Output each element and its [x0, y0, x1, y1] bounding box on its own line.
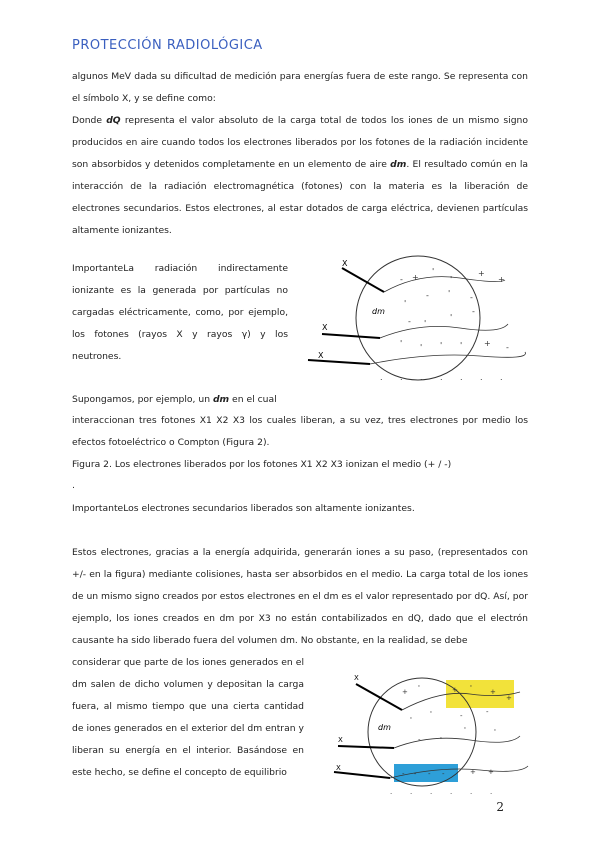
label-x3: X: [318, 351, 324, 360]
symbol-dq: dQ: [106, 115, 121, 126]
svg-text:.: .: [480, 373, 483, 382]
label-dm: dm: [378, 723, 391, 732]
figure-2-caption: Figura 2. Los electrones liberados por los fotones X1 X2 X3 ionizan el medio (+ / -): [72, 459, 452, 470]
svg-text:+: +: [484, 339, 491, 348]
svg-text:-: -: [486, 708, 489, 716]
paragraph-important-indirect: ImportanteLa radiación indirectamente ionizante es la generada por partículas no cargadas eléctricamente, como, por ejemplo, los fotones (rayos X y rayos γ) y los neutrones.: [72, 263, 288, 362]
svg-text:+: +: [506, 694, 512, 702]
svg-text:': ': [404, 299, 407, 308]
label-x2: X: [338, 736, 343, 744]
label-x2: X: [322, 323, 328, 332]
stray-dot: .: [72, 480, 75, 491]
text-fragment: . El resultado común en la interacción de la radiación electromagnética (fotones) con la materia es la liberación de electrones secundarios. Estos electrones, al estar dotados de carga eléctrica, devienen partículas altamente ionizantes.: [72, 159, 528, 236]
symbol-dm: dm: [390, 159, 407, 170]
photon-x3: [308, 360, 370, 364]
svg-text:-: -: [414, 770, 417, 778]
electron-path-2: [380, 324, 508, 338]
svg-text:-: -: [472, 307, 475, 316]
svg-text:-: -: [418, 736, 421, 744]
paragraph-intro: algunos MeV dada su dificultad de medición para energías fuera de este rango. Se representa con el símbolo X, y se define como:: [72, 71, 528, 104]
svg-text:-: -: [428, 770, 431, 778]
svg-text:': ': [418, 684, 420, 692]
svg-text:': ': [440, 341, 443, 350]
label-x3: X: [336, 764, 341, 772]
svg-text:.: .: [390, 788, 393, 796]
electron-path-3: [370, 352, 525, 364]
paragraph-important-secondary: ImportanteLos electrones secundarios liberados son altamente ionizantes.: [72, 503, 415, 514]
svg-text:': ': [450, 313, 453, 322]
svg-text:-: -: [442, 770, 445, 778]
paragraph-definition: [72, 110, 528, 242]
svg-text:-: -: [402, 770, 405, 778]
svg-text:': ': [450, 275, 453, 284]
photon-x1: [356, 684, 402, 710]
svg-text:-: -: [426, 291, 429, 300]
figure-1-diagram: [300, 252, 530, 388]
figure-2-diagram: [330, 670, 530, 800]
svg-text:-: -: [400, 275, 403, 284]
text-fragment: Donde: [72, 115, 107, 126]
label-dm: dm: [372, 307, 385, 316]
svg-text:': ': [470, 684, 472, 692]
photon-x2: [322, 334, 380, 338]
svg-text:+: +: [478, 269, 485, 278]
svg-text:.: .: [430, 788, 433, 796]
svg-text:.: .: [490, 788, 493, 796]
paragraph-equilibrium: considerar que parte de los iones generados en el dm salen de dicho volumen y depositan la carga fuera, al mismo tiempo que una cierta cantidad de iones generados en el exterior del dm entran y liberan su energía en el interior. Basándose en este hecho, se define el concepto de equilibrio: [72, 657, 304, 778]
svg-text:': ': [410, 716, 412, 724]
label-x1: X: [354, 674, 359, 682]
svg-text:.: .: [500, 373, 503, 382]
svg-text:-: -: [506, 343, 509, 352]
svg-text:-: -: [408, 317, 411, 326]
svg-text:+: +: [490, 688, 496, 696]
svg-text:': ': [432, 267, 435, 276]
svg-text:.: .: [440, 373, 443, 382]
svg-text:.: .: [400, 373, 403, 382]
text-fragment: Supongamos, por ejemplo, un: [72, 394, 213, 405]
electron-path-2: [394, 736, 520, 748]
svg-text:': ': [400, 339, 403, 348]
svg-text:+: +: [402, 688, 408, 696]
symbol-dm: dm: [212, 394, 230, 405]
page-number: 2: [496, 800, 504, 814]
svg-text:.: .: [380, 373, 383, 382]
svg-text:.: .: [410, 788, 413, 796]
svg-text:+: +: [452, 686, 458, 694]
ion-marks: [380, 267, 509, 382]
svg-text:.: .: [470, 788, 473, 796]
svg-text:': ': [430, 710, 432, 718]
photon-x2: [338, 746, 394, 748]
svg-text:.: .: [420, 373, 423, 382]
svg-text:': ': [460, 341, 463, 350]
photon-x3: [334, 772, 390, 778]
svg-text:+: +: [488, 768, 494, 776]
svg-text:': ': [420, 343, 423, 352]
svg-text:': ': [494, 728, 496, 736]
svg-text:-: -: [470, 293, 473, 302]
text-fragment: representa el valor absoluto de la carga total de todos los iones de un mismo signo producidos en aire cuando todos los electrones liberados por los fotones de la radiación incidente son absorbidos y detenidos completamente en un elemento de aire: [72, 115, 528, 170]
svg-text:.: .: [460, 373, 463, 382]
svg-text:+: +: [498, 275, 505, 284]
text-fragment: en el cual: [229, 394, 277, 405]
svg-text:.: .: [450, 788, 453, 796]
text-supongamos: [72, 394, 277, 405]
label-x1: X: [342, 259, 348, 268]
svg-text:': ': [424, 319, 427, 328]
svg-text:-: -: [460, 712, 463, 720]
yellow-region: [446, 680, 514, 708]
paragraph-three-photons: interaccionan tres fotones X1 X2 X3 los cuales liberan, a su vez, tres electrones por medio los efectos fotoeléctrico o Compton (Figura 2).: [72, 415, 528, 448]
svg-text:+: +: [470, 768, 476, 776]
page-header: PROTECCIÓN RADIOLÓGICA: [72, 38, 263, 53]
svg-text:': ': [448, 289, 451, 298]
svg-text:': ': [440, 736, 442, 744]
svg-text:': ': [464, 726, 466, 734]
paragraph-ions: Estos electrones, gracias a la energía adquirida, generarán iones a su paso, (representados con +/- en la figura) mediante colisiones, hasta ser absorbidos en el medio. La carga total de los iones de un mismo signo creados por estos electrones en el dm es el valor representado por dQ. Así, por ejemplo, los iones creados en dm por X3 no están contabilizados en dQ, dado que el electrón causante ha sido liberado fuera del volumen dm. No obstante, en la realidad, se debe: [72, 547, 528, 646]
svg-text:+: +: [412, 273, 419, 282]
